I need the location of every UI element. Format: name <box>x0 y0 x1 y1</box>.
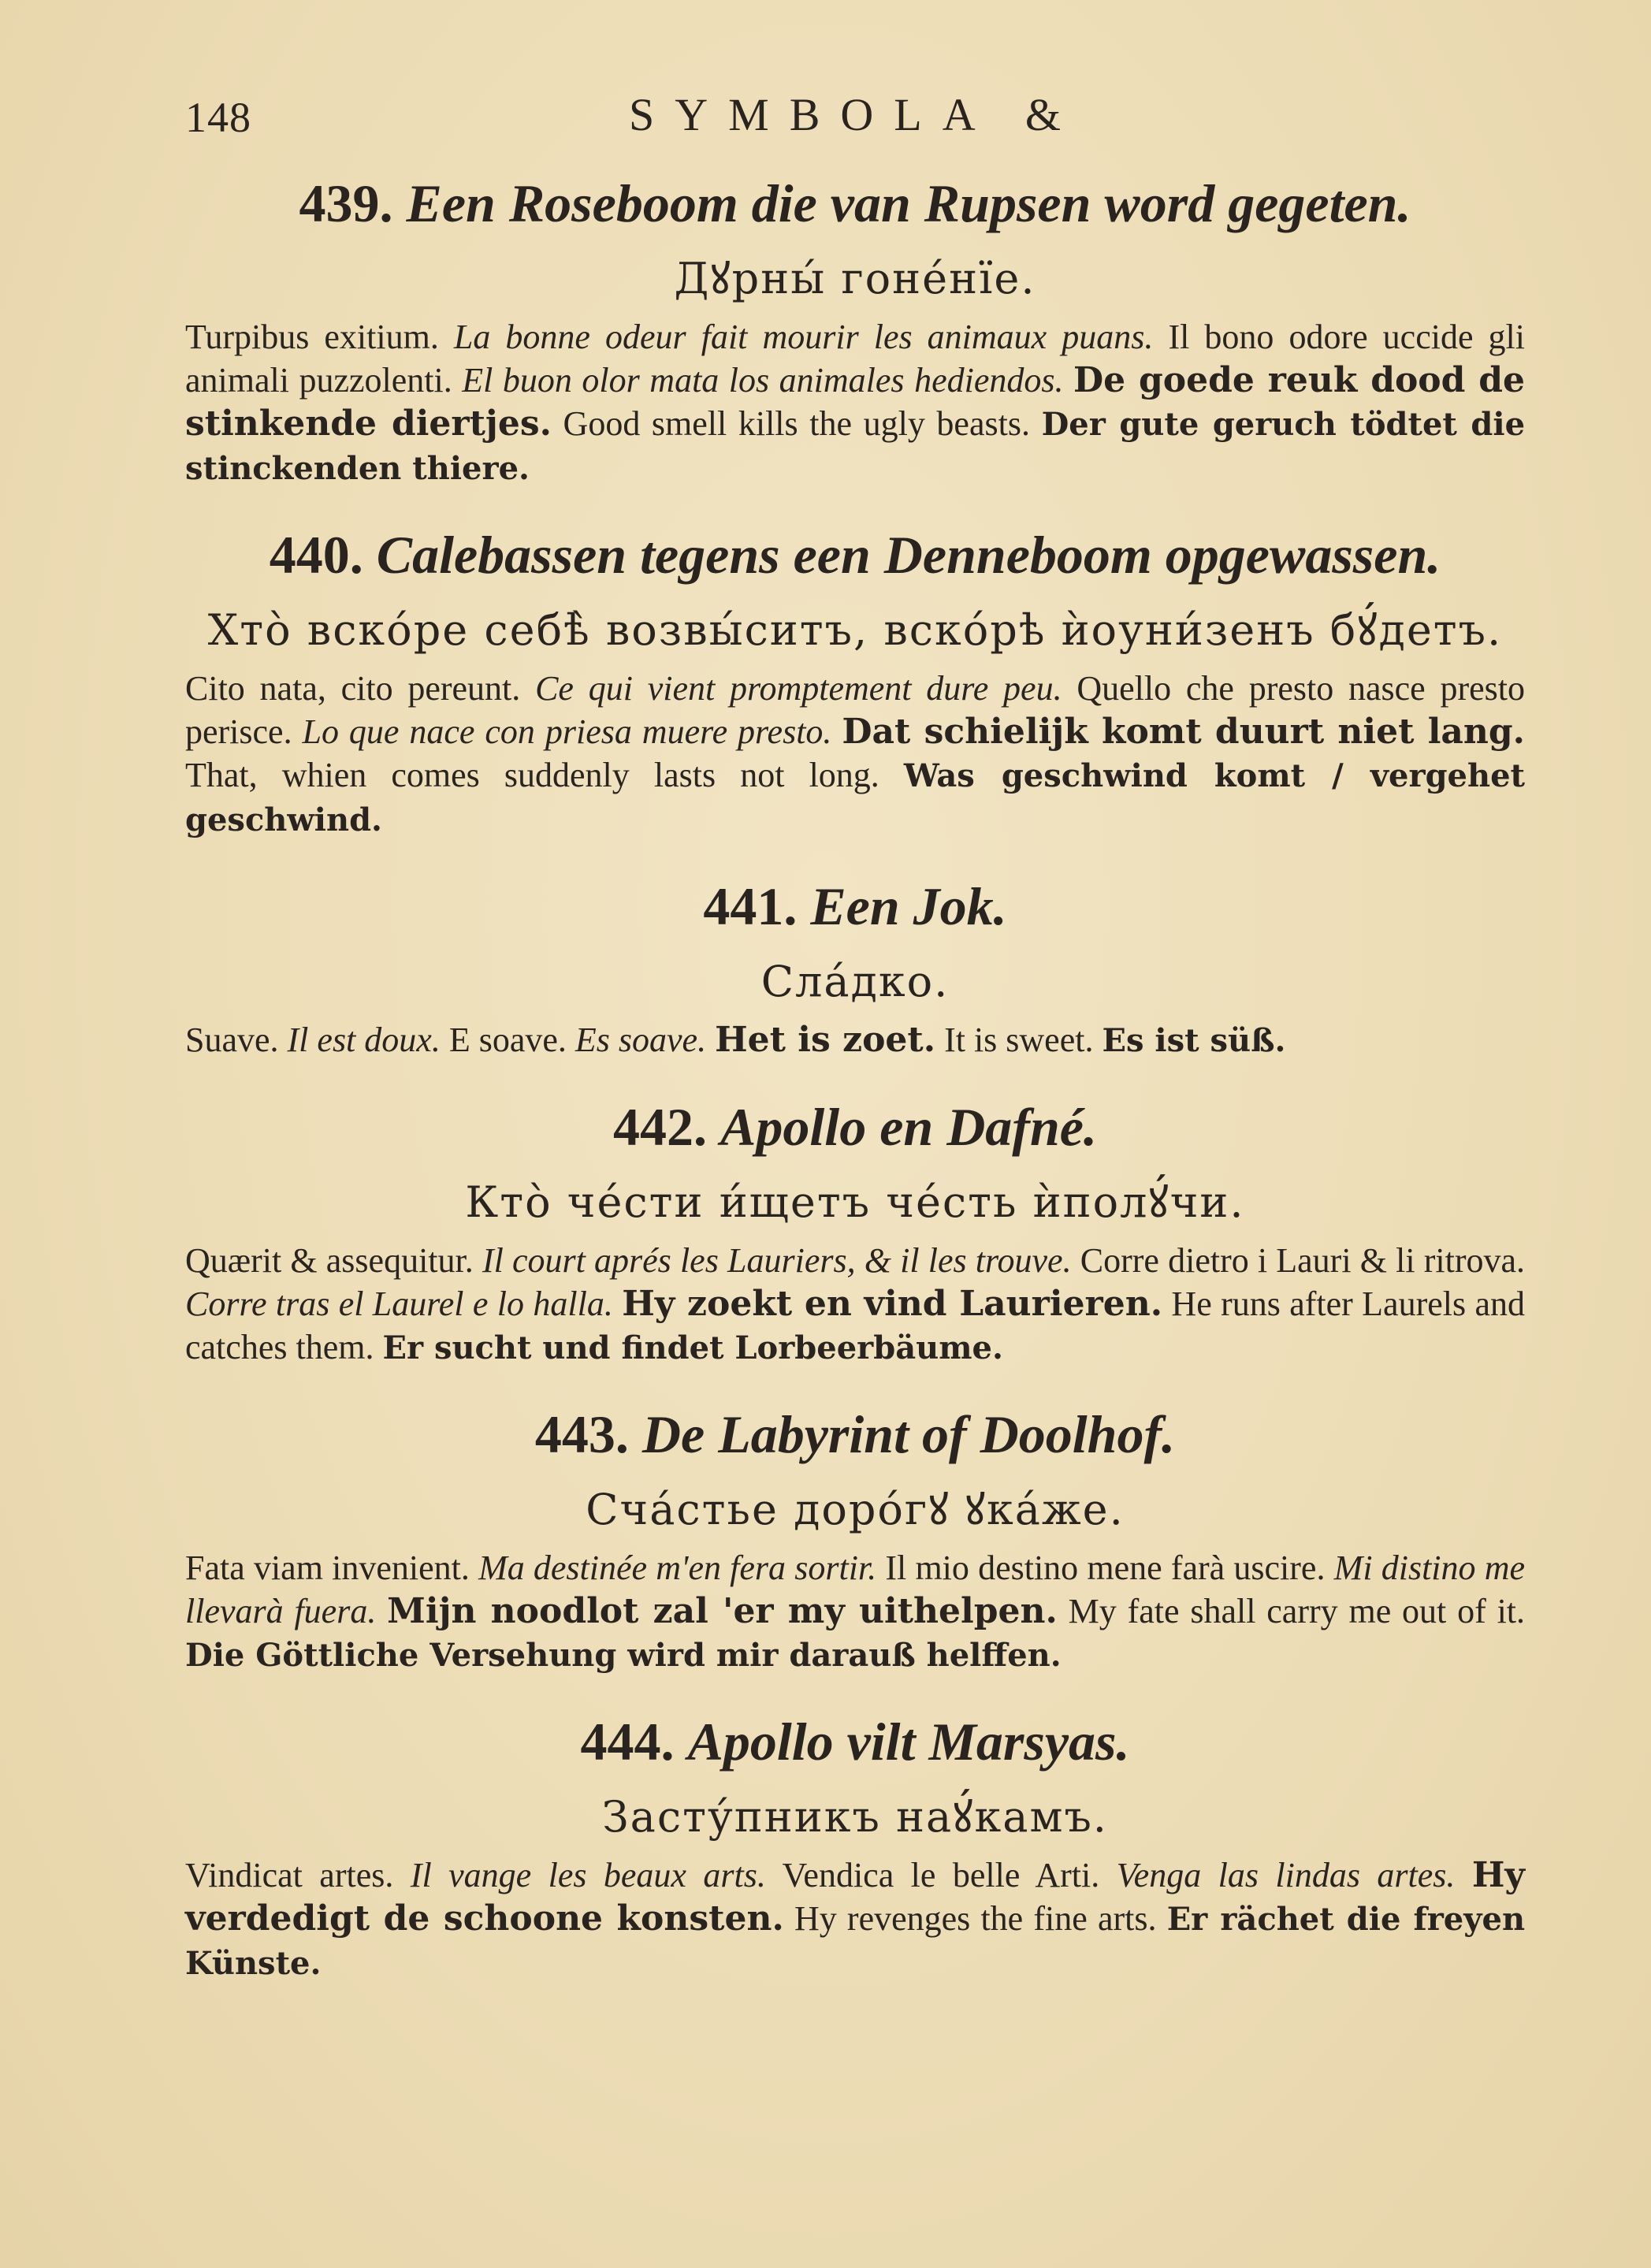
entry-name: Apollo en Dafné. <box>720 1097 1097 1157</box>
emblem-entry-441 <box>185 868 1525 1062</box>
emblem-entry-443 <box>185 1396 1525 1677</box>
book-page <box>185 79 1525 2207</box>
english-motto: He runs after Laurels and catches them. <box>185 1285 1526 1366</box>
running-title: SYMBOLA & <box>628 89 1081 140</box>
entry-number: 444. <box>580 1712 675 1772</box>
italian-motto: Il mio destino mene farà uscire. <box>885 1549 1326 1587</box>
slavonic-motto: Сла́дко. <box>760 957 950 1006</box>
entry-number: 442. <box>613 1097 708 1157</box>
spanish-motto: Mi distino me llevarà fuera. <box>185 1549 1526 1630</box>
italian-motto: E soave. <box>448 1021 567 1059</box>
french-motto: La bonne odeur fait mourir les animaux puans. <box>453 318 1154 356</box>
german-motto: Er sucht und findet Lorbeerbäume. <box>382 1329 1003 1366</box>
slavonic-motto: Хто̀ вско́ре себѣ̀ возвы́ситъ, вско́рѣ ѝоуни́зенъ бꙋ́детъ. <box>207 605 1503 655</box>
entry-name: Een Roseboom die van Rupsen word gegeten. <box>406 173 1411 233</box>
emblem-entry-444 <box>185 1704 1525 1985</box>
slavonic-motto: Сча́стье доро́гꙋ ꙋка́же. <box>586 1485 1125 1534</box>
entry-number: 443. <box>534 1404 629 1464</box>
emblem-entry-439 <box>185 165 1525 490</box>
emblem-entry-442 <box>185 1089 1525 1370</box>
german-motto: Es ist süß. <box>1102 1022 1286 1059</box>
entry-name: Een Jok. <box>810 876 1007 936</box>
german-motto: Die Göttliche Versehung wird mir darauß helffen. <box>185 1637 1062 1674</box>
spanish-motto: El buon olor mata los animales hediendos. <box>462 361 1064 400</box>
latin-motto: Vindicat artes. <box>185 1856 394 1894</box>
entry-translations <box>185 667 1525 842</box>
entry-translations <box>185 1853 1525 1985</box>
latin-motto: Suave. <box>185 1021 279 1059</box>
latin-motto: Turpibus exitium. <box>185 318 439 356</box>
german-motto: Was geschwind komt / vergehet geschwind. <box>185 757 1526 838</box>
spanish-motto: Lo que nace con priesa muere presto. <box>302 712 832 751</box>
dutch-motto: Hy zoekt en vind Laurieren. <box>622 1284 1163 1324</box>
slavonic-motto: Кто̀ че́сти и́щетъ че́сть ѝполꙋ́чи. <box>465 1177 1245 1227</box>
entry-number: 440. <box>269 525 363 585</box>
entry-translations <box>185 315 1525 490</box>
dutch-motto: Dat schielijk komt duurt niet lang. <box>842 712 1526 752</box>
entry-title <box>185 1704 1525 1779</box>
italian-motto: Quello che presto nasce presto perisce. <box>185 669 1525 751</box>
italian-motto: Il bono odore uccide gli animali puzzolenti. <box>185 318 1526 400</box>
dutch-motto: De goede reuk dood de stinkende diertjes. <box>185 360 1526 444</box>
latin-motto: Quærit & assequitur. <box>185 1241 474 1280</box>
english-motto: That, whien comes suddenly lasts not long. <box>185 756 879 794</box>
french-motto: Il court aprés les Lauriers, & il les trouve. <box>482 1241 1072 1280</box>
french-motto: Ce qui vient promptement dure peu. <box>535 669 1062 708</box>
emblem-entry-440 <box>185 517 1525 842</box>
entry-number: 441. <box>703 876 798 936</box>
running-head <box>185 79 1525 165</box>
entry-number: 439. <box>299 173 393 233</box>
spanish-motto: Venga las lindas artes. <box>1116 1856 1456 1894</box>
french-motto: Il est doux. <box>287 1021 441 1059</box>
page-number: 148 <box>185 94 251 141</box>
italian-motto: Vendica le belle Arti. <box>782 1856 1100 1894</box>
entry-name: Calebassen tegens een Denneboom opgewassen. <box>376 525 1441 585</box>
dutch-motto: Het is zoet. <box>715 1020 936 1060</box>
slavonic-motto: Засту́пникъ наꙋ́камъ. <box>602 1792 1108 1842</box>
slavonic-motto: Дꙋрны́ гоне́нїе. <box>674 254 1036 303</box>
english-motto: My fate shall carry me out of it. <box>1068 1592 1526 1630</box>
latin-motto: Fata viam invenient. <box>185 1549 470 1587</box>
entry-title <box>185 1396 1525 1472</box>
entry-title <box>185 868 1525 944</box>
entry-translations <box>185 1239 1525 1370</box>
german-motto: Der gute geruch tödtet die stinckenden thiere. <box>185 406 1526 487</box>
french-motto: Ma destinée m'en fera sortir. <box>478 1549 877 1587</box>
english-motto: It is sweet. <box>944 1021 1094 1059</box>
english-motto: Good smell kills the ugly beasts. <box>563 404 1030 443</box>
english-motto: Hy revenges the fine arts. <box>794 1899 1157 1938</box>
entry-title <box>185 165 1525 241</box>
spanish-motto: Es soave. <box>575 1021 707 1059</box>
dutch-motto: Mijn noodlot zal 'er my uithelpen. <box>387 1591 1058 1631</box>
italian-motto: Corre dietro i Lauri & li ritrova. <box>1080 1241 1526 1280</box>
entry-title <box>185 517 1525 593</box>
spanish-motto: Corre tras el Laurel e lo halla. <box>185 1285 613 1323</box>
french-motto: Il vange les beaux arts. <box>410 1856 766 1894</box>
entry-name: De Labyrint of Doolhof. <box>641 1404 1176 1464</box>
latin-motto: Cito nata, cito pereunt. <box>185 669 521 708</box>
entry-name: Apollo vilt Marsyas. <box>687 1712 1130 1772</box>
entry-title <box>185 1089 1525 1165</box>
entry-translations <box>185 1018 1525 1062</box>
dutch-motto: Hy verdedigt de schoone konsten. <box>185 1855 1525 1939</box>
entry-translations <box>185 1546 1525 1677</box>
german-motto: Er rächet die freyen Künste. <box>185 1901 1526 1982</box>
